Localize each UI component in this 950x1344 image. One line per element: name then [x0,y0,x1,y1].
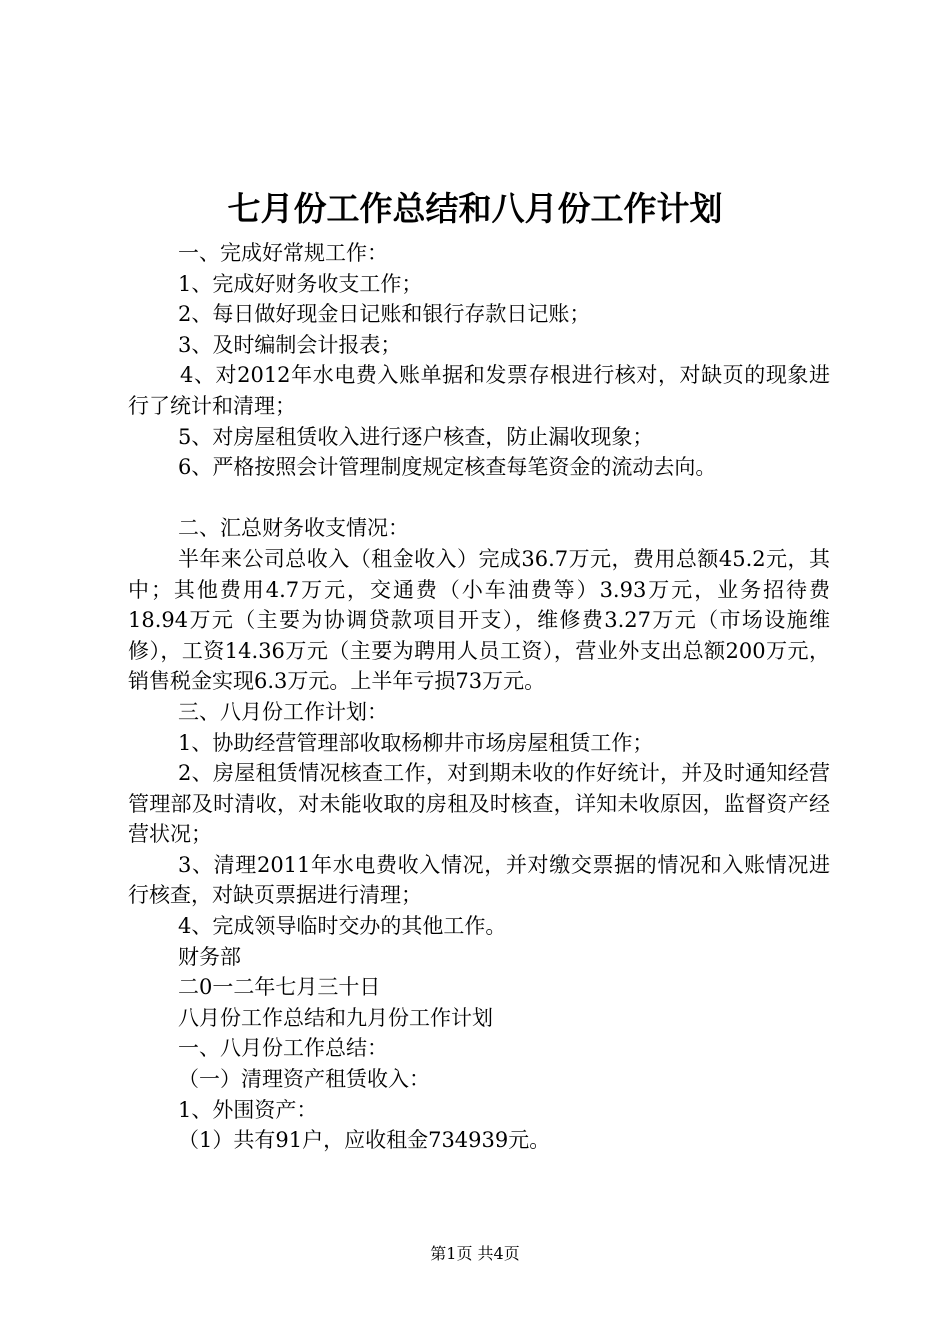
paragraph: 6、严格按照会计管理制度规定核查每笔资金的流动去向。 [178,455,717,480]
paragraph: 4、对2012年水电费入账单据和发票存根进行核对，对缺页的现象进行了统计和清理； [128,363,830,418]
section-heading: 一、八月份工作总结： [178,1036,388,1061]
paragraph: 2、每日做好现金日记账和银行存款日记账； [178,302,591,327]
document-title: 七月份工作总结和八月份工作计划 [227,189,723,228]
section-heading: 三、八月份工作计划： [178,699,388,724]
document-body [128,238,830,1156]
page-number-footer: 第1页 共4页 [430,1244,520,1263]
subsection-heading: 1、外围资产： [178,1097,318,1122]
paragraph: 1、协助经营管理部收取杨柳井市场房屋租赁工作； [178,730,654,755]
paragraph: 5、对房屋租赁收入进行逐户核查，防止漏收现象； [178,424,654,449]
paragraph: 2、房屋租赁情况核查工作，对到期未收的作好统计，并及时通知经营管理部及时清收，对未能收取的房租及时核查，详知未收原因，监督资产经营状况； [128,761,830,847]
subsection-heading: （一）清理资产租赁收入： [178,1067,430,1092]
section-heading: 二、汇总财务收支情况： [178,516,409,541]
signature-date: 二0一二年七月三十日 [178,975,381,1000]
paragraph: 3、及时编制会计报表； [178,332,402,357]
section-heading: 一、完成好常规工作： [178,241,388,265]
signature-department: 财务部 [178,944,241,969]
paragraph: 4、完成领导临时交办的其他工作。 [178,914,507,939]
paragraph: 3、清理2011年水电费收入情况，并对缴交票据的情况和入账情况进行核查，对缺页票据进行清理； [128,852,830,908]
section-heading: 八月份工作总结和九月份工作计划 [178,1005,493,1030]
paragraph: （1）共有91户，应收租金734939元。 [178,1128,551,1153]
blank-line [128,483,830,514]
paragraph: 半年来公司总收入（租金收入）完成36.7万元，费用总额45.2元，其中；其他费用4.7万元，交通费（小车油费等）3.93万元，业务招待费18.94万元（主要为协调贷款项目开支），维修费3.27万元（市场设施维修），工资14.36万元（主要为聘用人员工资），营业外支出总额200万元，销售税金实现6.3万元。上半年亏损73万元。 [128,546,830,694]
paragraph: 1、完成好财务收支工作； [178,271,423,296]
